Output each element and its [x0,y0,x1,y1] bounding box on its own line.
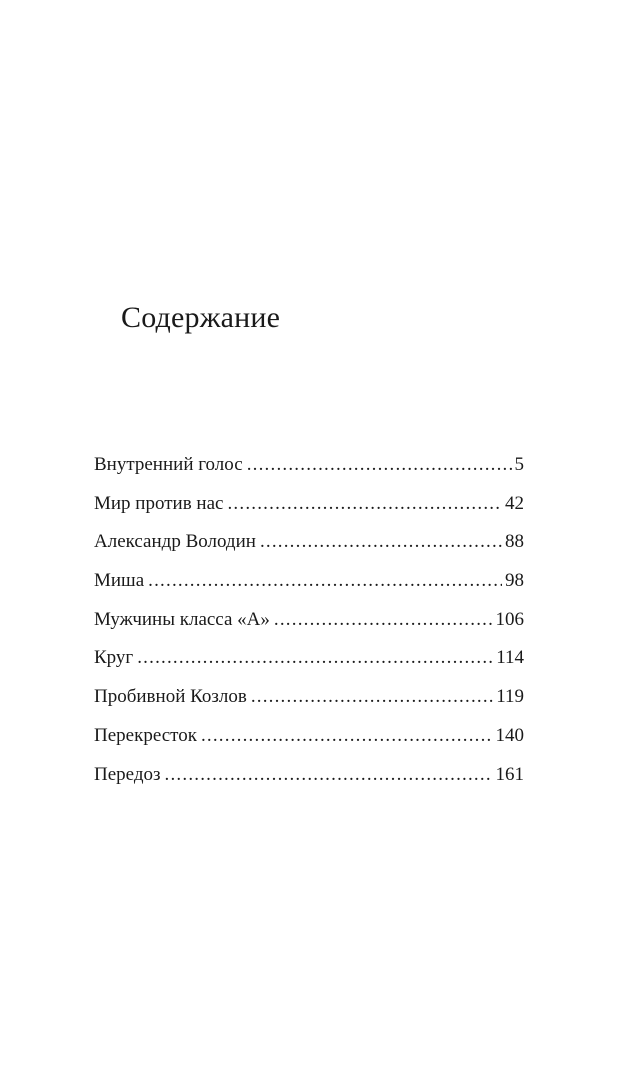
toc-entry[interactable] [94,722,524,761]
toc-entry[interactable] [94,683,524,722]
toc-entry-page: 161 [495,763,524,785]
dot-leader [148,567,502,595]
toc-entry-title: Внутренний голос [94,454,243,475]
dot-leader [227,490,502,518]
toc-entry-title: Круг [94,647,134,669]
toc-entry-page: 98 [505,570,524,592]
table-of-contents [94,451,524,799]
page-title: Содержание [121,301,281,334]
toc-entry-title: Мир против нас [94,492,224,514]
toc-entry-title: Пробивной Козлов [94,686,247,708]
dot-leader [274,606,493,634]
toc-entry[interactable] [94,490,524,529]
toc-entry-page: 140 [495,724,524,746]
toc-entry-title: Мужчины класса «А» [94,608,270,630]
dot-leader [251,683,493,711]
toc-entry-title: Передоз [94,763,161,785]
toc-entry-page: 119 [496,686,524,708]
toc-entry-title: Александр Володин [94,531,256,553]
dot-leader [260,528,502,556]
toc-entry[interactable] [94,644,524,683]
toc-entry-page: 114 [496,647,524,669]
toc-entry[interactable] [94,451,524,490]
toc-entry[interactable] [94,606,524,645]
toc-entry-page: 5 [514,454,524,475]
toc-entry-page: 106 [495,608,524,630]
dot-leader [201,722,493,750]
dot-leader [137,644,493,672]
toc-entry[interactable] [94,761,524,800]
toc-entry-page: 42 [505,492,524,514]
toc-entry[interactable] [94,567,524,606]
toc-entry-title: Перекресток [94,724,197,746]
dot-leader [165,761,493,789]
dot-leader [247,451,512,479]
toc-entry[interactable] [94,528,524,567]
toc-entry-page: 88 [505,531,524,553]
toc-entry-title: Миша [94,570,145,592]
